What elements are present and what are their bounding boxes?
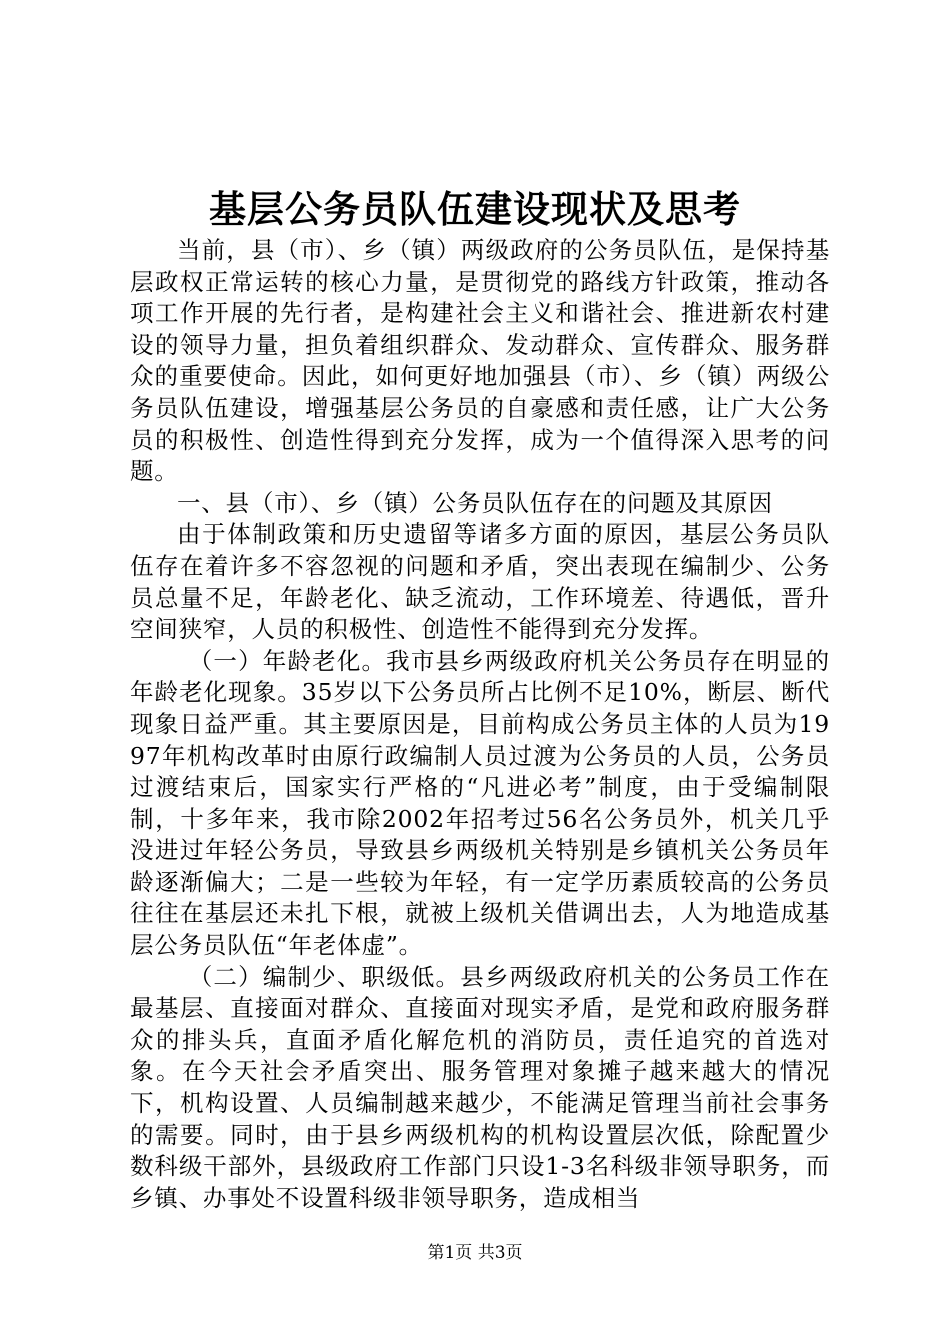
section-paragraph: 由于体制政策和历史遗留等诸多方面的原因，基层公务员队伍存在着许多不容忽视的问题和矛盾，突出表现在编制少、公务员总量不足，年龄老化、缺乏流动，工作环境差、待遇低，晋升空间狭窄，人员的积极性、创造性不能得到充分发挥。	[130, 520, 830, 644]
intro-paragraph: 当前，县（市）、乡（镇）两级政府的公务员队伍，是保持基层政权正常运转的核心力量，是贯彻党的路线方针政策，推动各项工作开展的先行者，是构建社会主义和谐社会、推进新农村建设的领导力量，担负着组织群众、发动群众、宣传群众、服务群众的重要使命。因此，如何更好地加强县（市）、乡（镇）两级公务员队伍建设，增强基层公务员的自豪感和责任感，让广大公务员的积极性、创造性得到充分发挥，成为一个值得深入思考的问题。	[130, 236, 830, 486]
page-number-footer: 第1页 共3页	[427, 1243, 523, 1263]
document-body	[130, 235, 830, 1214]
subsection-staffing-paragraph: （二）编制少、职级低。县乡两级政府机关的公务员工作在最基层、直接面对群众、直接面对现实矛盾，是党和政府服务群众的排头兵，直面矛盾化解危机的消防员，责任追究的首选对象。在今天社会矛盾突出、服务管理对象摊子越来越大的情况下，机构设置、人员编制越来越少，不能满足管理当前社会事务的需要。同时，由于县乡两级机构的机构设置层次低，除配置少数科级干部外，县级政府工作部门只设1-3名科级非领导职务，而乡镇、办事处不设置科级非领导职务，造成相当	[130, 962, 830, 1212]
section-heading: 一、县（市）、乡（镇）公务员队伍存在的问题及其原因	[177, 488, 773, 517]
subsection-aging-paragraph: （一）年龄老化。我市县乡两级政府机关公务员存在明显的年龄老化现象。35岁以下公务员所占比例不足10%，断层、断代现象日益严重。其主要原因是，目前构成公务员主体的人员为1997年机构改革时由原行政编制人员过渡为公务员的人员，公务员过渡结束后，国家实行严格的“凡进必考”制度，由于受编制限制，十多年来，我市除2002年招考过56名公务员外，机关几乎没进过年轻公务员，导致县乡两级机关特别是乡镇机关公务员年龄逐渐偏大；二是一些较为年轻，有一定学历素质较高的公务员往往在基层还未扎下根，就被上级机关借调出去，人为地造成基层公务员队伍“年老体虚”。	[130, 646, 830, 960]
document-title: 基层公务员队伍建设现状及思考	[209, 187, 741, 231]
